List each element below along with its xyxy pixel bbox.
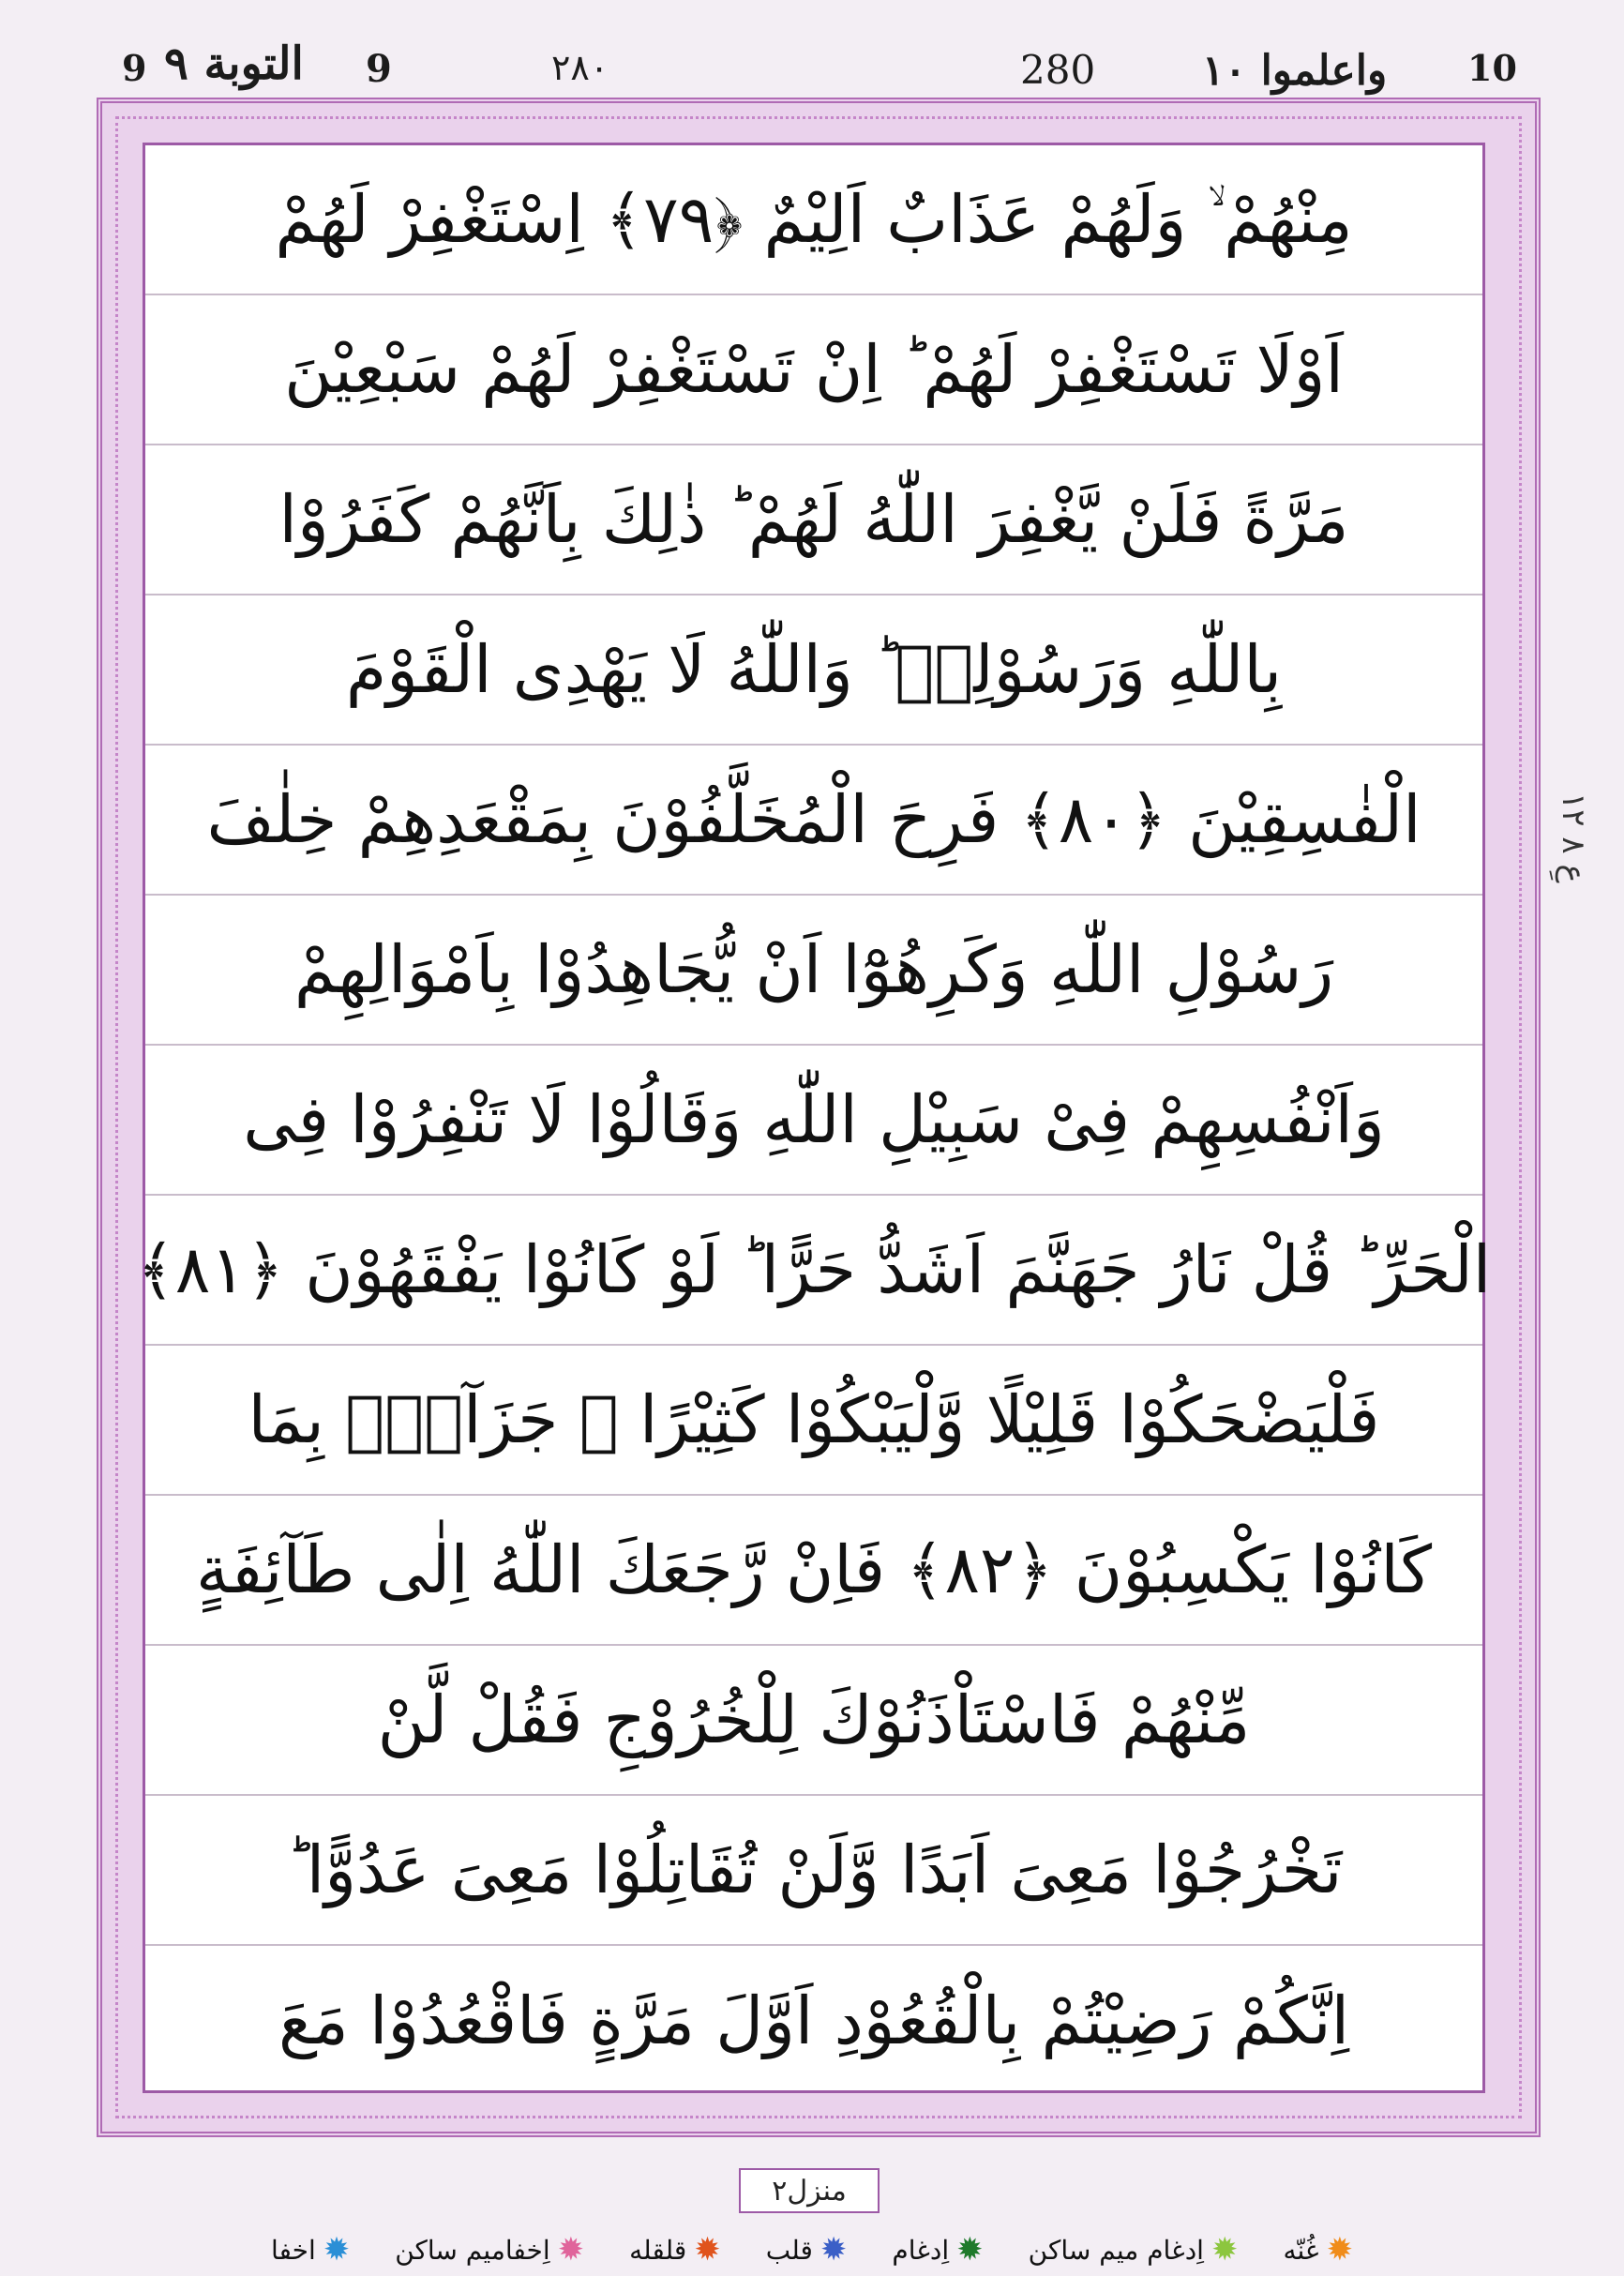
verse-line	[136, 1196, 1492, 1346]
verse-line	[145, 1796, 1482, 1946]
verse-line-text: فَلْيَضْحَكُوْا قَلِيْلًا وَّلْيَبْكُوْا كَثِيْرًا ۚ جَزَآءًۢ بِمَا	[248, 1381, 1380, 1458]
legend-label: قلقله	[629, 2234, 687, 2266]
verse-line-text: مِّنْهُمْ فَاسْتَاْذَنُوْكَ لِلْخُرُوْجِ فَقُلْ لَّنْ	[377, 1681, 1251, 1758]
verse-line	[145, 595, 1482, 746]
verse-line	[145, 1346, 1482, 1496]
star-icon: ✹	[820, 2231, 848, 2268]
juz-title: واعلموا ١٠	[1202, 47, 1388, 95]
legend-item-ikhfa	[271, 2231, 350, 2268]
page-number-arabic: ٢٨٠	[551, 47, 609, 88]
surah-title: التوبة ٩	[164, 38, 304, 90]
page-number: 280	[1020, 47, 1096, 93]
legend-item-ghunna	[1283, 2231, 1353, 2268]
verse-line-text: رَسُوْلِ اللّٰهِ وَكَرِهُوْٓا اَنْ يُّجَاهِدُوْا بِاَمْوَالِهِمْ	[293, 931, 1334, 1008]
verse-line	[145, 445, 1482, 595]
verse-line	[145, 746, 1482, 896]
ruku-marker: عِ ٨ ١٢	[1555, 792, 1592, 883]
legend-item-qalb	[766, 2231, 848, 2268]
legend-item-idgham-meem	[1029, 2231, 1239, 2268]
verse-panel	[136, 143, 1492, 2093]
verse-line	[145, 1046, 1482, 1196]
verse-line-text: وَاَنْفُسِهِمْ فِىْ سَبِيْلِ اللّٰهِ وَقَالُوْا لَا تَنْفِرُوْا فِى	[243, 1081, 1385, 1158]
verse-line	[145, 1496, 1482, 1646]
star-icon: ✹	[1326, 2231, 1354, 2268]
verse-line-text: مِنْهُمْ ۙ وَلَهُمْ عَذَابٌ اَلِيْمٌ ﴿۷۹﴾ اِسْتَغْفِرْ لَهُمْ	[275, 180, 1353, 258]
manzil-label: منزل٢	[739, 2168, 880, 2213]
verse-line-text: تَخْرُجُوْا مَعِىَ اَبَدًا وَّلَنْ تُقَاتِلُوْا مَعِىَ عَدُوًّا ؕ	[285, 1831, 1343, 1908]
verse-line-text: كَانُوْا يَكْسِبُوْنَ ﴿۸۲﴾ فَاِنْ رَّجَعَكَ اللّٰهُ اِلٰى طَآئِفَةٍ	[195, 1531, 1433, 1608]
legend-label: اِدغام ميم ساكن	[1028, 2234, 1204, 2266]
verse-line-text: اِنَّكُمْ رَضِيْتُمْ بِالْقُعُوْدِ اَوَّلَ مَرَّةٍ فَاقْعُدُوْا مَعَ	[278, 1982, 1350, 2059]
star-icon: ✹	[1210, 2231, 1239, 2268]
legend-label: اِدغام	[892, 2234, 950, 2266]
verse-line	[145, 1646, 1482, 1796]
legend-label: اِخفاميم ساكن	[395, 2234, 550, 2266]
verse-line-text: بِاللّٰهِ وَرَسُوْلِهٖ ؕ وَاللّٰهُ لَا يَهْدِى الْقَوْمَ	[345, 631, 1283, 708]
star-icon: ✹	[323, 2231, 351, 2268]
tajweed-legend	[0, 2226, 1624, 2273]
verse-line	[145, 896, 1482, 1046]
verse-line	[145, 145, 1482, 295]
verse-line-text: اَوْلَا تَسْتَغْفِرْ لَهُمْ ؕ اِنْ تَسْتَغْفِرْ لَهُمْ سَبْعِيْنَ	[284, 331, 1344, 408]
verse-line-text: مَرَّةً فَلَنْ يَّغْفِرَ اللّٰهُ لَهُمْ ؕ ذٰلِكَ بِاَنَّهُمْ كَفَرُوْا	[278, 481, 1349, 558]
star-icon: ✹	[694, 2231, 721, 2268]
legend-label: غُنّه	[1283, 2234, 1319, 2266]
juz-number: 10	[1467, 47, 1517, 89]
header-left-number: 9	[122, 47, 147, 89]
verse-line-text: الْفٰسِقِيْنَ ﴿۸۰﴾ فَرِحَ الْمُخَلَّفُوْنَ بِمَقْعَدِهِمْ خِلٰفَ	[206, 781, 1421, 858]
verse-line	[145, 1946, 1482, 2096]
star-icon: ✹	[557, 2231, 585, 2268]
star-icon: ✹	[956, 2231, 984, 2268]
verse-line-text: الْحَرِّ ؕ قُلْ نَارُ جَهَنَّمَ اَشَدُّ حَرًّا ؕ لَوْ كَانُوْا يَفْقَهُوْنَ ﴿۸۱﴾	[136, 1231, 1492, 1308]
legend-item-ikhfa-meem	[395, 2231, 584, 2268]
header-para-number: 9	[366, 47, 392, 91]
legend-label: اخفا	[270, 2234, 316, 2266]
legend-item-qalqala	[629, 2231, 721, 2268]
verse-line	[145, 295, 1482, 445]
legend-item-idgham	[892, 2231, 983, 2268]
legend-label: قلب	[765, 2234, 813, 2266]
